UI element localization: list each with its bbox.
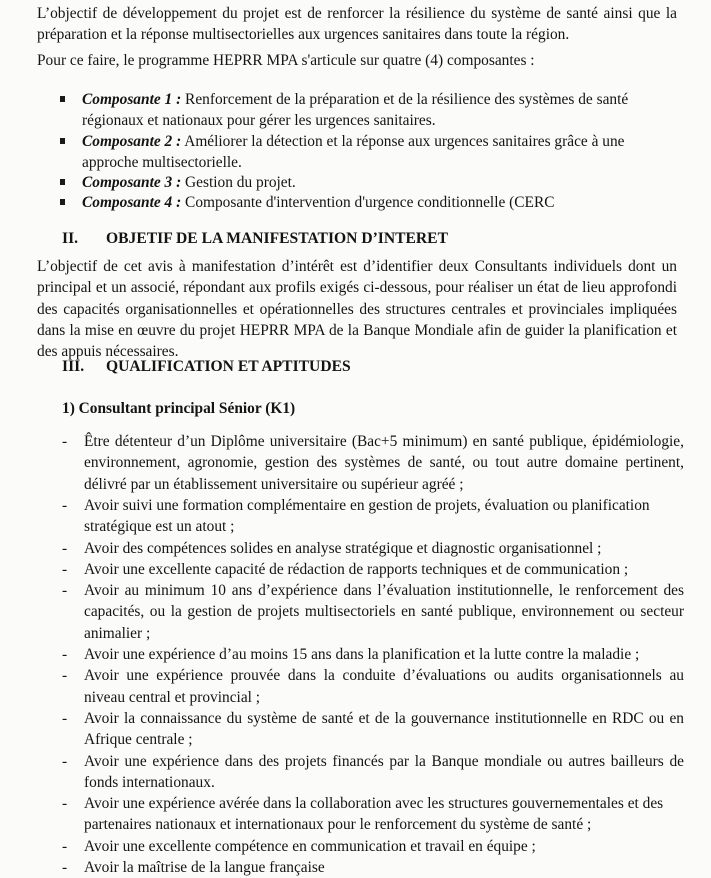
- section-3-number: III.: [62, 358, 85, 375]
- requirement-item: [62, 665, 684, 708]
- square-bullet-icon: [60, 199, 65, 205]
- section-3-title: QUALIFICATION ET APTITUDES: [106, 358, 351, 375]
- requirement-item: [62, 836, 684, 857]
- dash-bullet-icon: -: [62, 795, 68, 813]
- dash-bullet-icon: -: [62, 539, 68, 557]
- dash-bullet-icon: -: [62, 837, 68, 855]
- intro-paragraph-objective: L’objectif de développement du projet est de renforcer la résilience du système de santé ainsi que la préparation et la réponse multisectorielles aux urgences sanitaires dans toute la région.: [37, 5, 677, 44]
- requirement-item: [62, 538, 684, 559]
- dash-bullet-icon: -: [62, 646, 68, 663]
- requirement-text: Avoir une expérience d’au moins 15 ans dans la planification et la lutte contre la maladie ;: [84, 646, 640, 663]
- intro-paragraph-components: Pour ce faire, le programme HEPRR MPA s'articule sur quatre (4) composantes :: [37, 52, 535, 69]
- subsection-1-title: 1) Consultant principal Sénior (K1): [62, 400, 296, 417]
- component-label: Composante 3 :: [82, 174, 182, 191]
- component-text: Renforcement de la préparation et de la résilience des systèmes de santé régionaux et nationaux pour gérer les urgences sanitaires.: [82, 91, 629, 130]
- requirement-text: Être détenteur d’un Diplôme universitaire (Bac+5 minimum) en santé publique, épidémiologie, environnement, agronomie, gestion des systèmes de santé, ou tout autre domaine pertinent, délivré par un établissement universitaire ou supérieur agréé ;: [84, 433, 684, 493]
- component-item-4: [82, 192, 682, 213]
- requirement-item: [62, 559, 684, 580]
- requirement-text: Avoir au minimum 10 ans d’expérience dans l’évaluation institutionnelle, le renforcement des capacités, ou la gestion de projets multisectoriels en santé publique, environnement ou secteur animalier ;: [84, 582, 684, 642]
- dash-bullet-icon: -: [62, 433, 68, 450]
- dash-bullet-icon: -: [62, 709, 68, 727]
- component-item-2: [82, 131, 682, 174]
- component-text: Gestion du projet.: [181, 174, 296, 191]
- section-2-title: OBJETIF DE LA MANIFESTATION D’INTERET: [106, 230, 448, 247]
- square-bullet-icon: [60, 179, 65, 185]
- dash-bullet-icon: -: [62, 582, 68, 600]
- requirement-item: [62, 580, 684, 644]
- section-3-heading: [62, 356, 351, 377]
- dash-bullet-icon: -: [62, 752, 68, 770]
- component-label: Composante 2 :: [82, 133, 182, 150]
- requirement-item: [62, 793, 684, 836]
- requirement-text: Avoir une expérience dans des projets financés par la Banque mondiale ou autres bailleurs de fonds internationaux.: [84, 752, 684, 791]
- dash-bullet-icon: -: [62, 560, 68, 578]
- component-label: Composante 1 :: [82, 91, 182, 108]
- section-2-heading: [62, 228, 448, 249]
- requirement-text: Avoir des compétences solides en analyse stratégique et diagnostic organisationnel ;: [84, 539, 602, 557]
- component-item-3: [82, 172, 682, 193]
- requirement-text: Avoir la maîtrise de la langue française: [84, 859, 325, 876]
- requirement-item: [62, 708, 684, 751]
- requirement-item: [62, 431, 684, 495]
- square-bullet-icon: [60, 138, 65, 144]
- component-text: Composante d'intervention d'urgence conditionnelle (CERC: [181, 194, 555, 211]
- requirement-text: Avoir la connaissance du système de santé et de la gouvernance institutionnelle en RDC ou en Afrique centrale ;: [84, 709, 684, 749]
- requirement-text: Avoir suivi une formation complémentaire en gestion de projets, évaluation ou planification stratégique est un atout ;: [84, 496, 650, 536]
- requirement-item: [62, 495, 684, 538]
- component-item-1: [82, 89, 682, 132]
- requirement-text: Avoir une excellente capacité de rédaction de rapports techniques et de communication ;: [84, 560, 629, 578]
- section-2-body: L’objectif de cet avis à manifestation d’intérêt est d’identifier deux Consultants individuels dont un principal et un associé, répondant aux profils exigés ci-dessous, pour réaliser un état de lieu approfondi des capacités organisationnelles et opérationnelles des structures centrales et provinciales impliquées dans la mise en œuvre du projet HEPRR MPA de la Banque Mondiale afin de guider la planification et des appuis nécessaires.: [37, 258, 677, 361]
- dash-bullet-icon: -: [62, 667, 68, 685]
- component-text: Améliorer la détection et la réponse aux urgences sanitaires grâce à une approche multisectorielle.: [82, 133, 625, 172]
- requirement-item: [62, 751, 684, 794]
- requirement-text: Avoir une expérience avérée dans la collaboration avec les structures gouvernementales et des partenaires nationaux et internationaux pour le renforcement du système de santé ;: [84, 795, 664, 834]
- dash-bullet-icon: -: [62, 859, 68, 876]
- requirement-item: [62, 857, 684, 878]
- requirement-text: Avoir une excellente compétence en communication et travail en équipe ;: [84, 837, 536, 855]
- square-bullet-icon: [60, 96, 65, 102]
- requirement-item: [62, 644, 684, 665]
- section-2-number: II.: [62, 230, 79, 247]
- dash-bullet-icon: -: [62, 496, 68, 514]
- component-label: Composante 4 :: [82, 194, 182, 211]
- requirement-text: Avoir une expérience prouvée dans la conduite d’évaluations ou audits organisationnels au niveau central et provincial ;: [84, 667, 684, 706]
